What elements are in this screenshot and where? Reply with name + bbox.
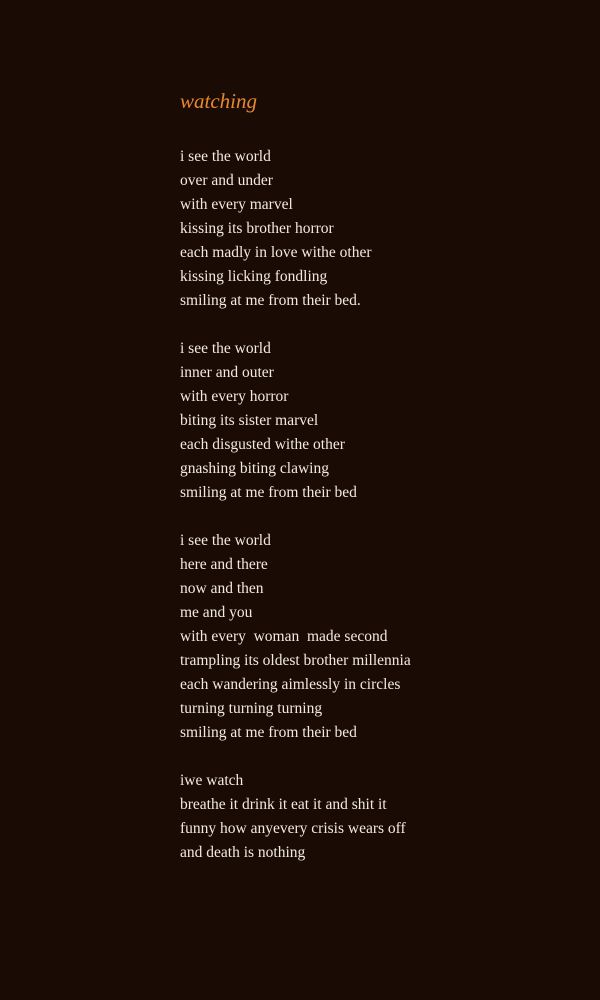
poem-page xyxy=(180,86,580,889)
poem-line: kissing licking fondling xyxy=(180,268,328,285)
poem-line: me and you xyxy=(180,604,253,621)
poem-line: each wandering aimlessly in circles xyxy=(180,676,401,693)
poem-line: breathe it drink it eat it and shit it xyxy=(180,796,387,813)
poem-line: biting its sister marvel xyxy=(180,412,319,429)
poem-line: funny how anyevery crisis wears off xyxy=(180,820,406,837)
poem-line: iwe watch xyxy=(180,772,244,789)
poem-line: gnashing biting clawing xyxy=(180,460,329,477)
poem-line: inner and outer xyxy=(180,364,274,381)
poem-line: i see the world xyxy=(180,340,271,357)
poem-line: each madly in love withe other xyxy=(180,244,372,261)
poem-line: with every woman made second xyxy=(180,628,388,645)
stanza-3 xyxy=(180,529,580,745)
poem-line: i see the world xyxy=(180,148,271,165)
poem-line: smiling at me from their bed xyxy=(180,484,357,501)
stanza-4 xyxy=(180,769,580,865)
poem-line: with every marvel xyxy=(180,196,293,213)
poem-title: watching xyxy=(180,89,257,113)
poem-line: now and then xyxy=(180,580,264,597)
poem-line: kissing its brother horror xyxy=(180,220,334,237)
poem-line: each disgusted withe other xyxy=(180,436,345,453)
poem-line: turning turning turning xyxy=(180,700,323,717)
poem-line: with every horror xyxy=(180,388,289,405)
poem-line: here and there xyxy=(180,556,268,573)
poem-line: over and under xyxy=(180,172,273,189)
stanza-2 xyxy=(180,337,580,505)
poem-line: i see the world xyxy=(180,532,271,549)
poem-line: smiling at me from their bed xyxy=(180,724,357,741)
poem-line: and death is nothing xyxy=(180,844,306,861)
stanza-1 xyxy=(180,145,580,313)
poem-line: smiling at me from their bed. xyxy=(180,292,361,309)
poem-line: trampling its oldest brother millennia xyxy=(180,652,411,669)
